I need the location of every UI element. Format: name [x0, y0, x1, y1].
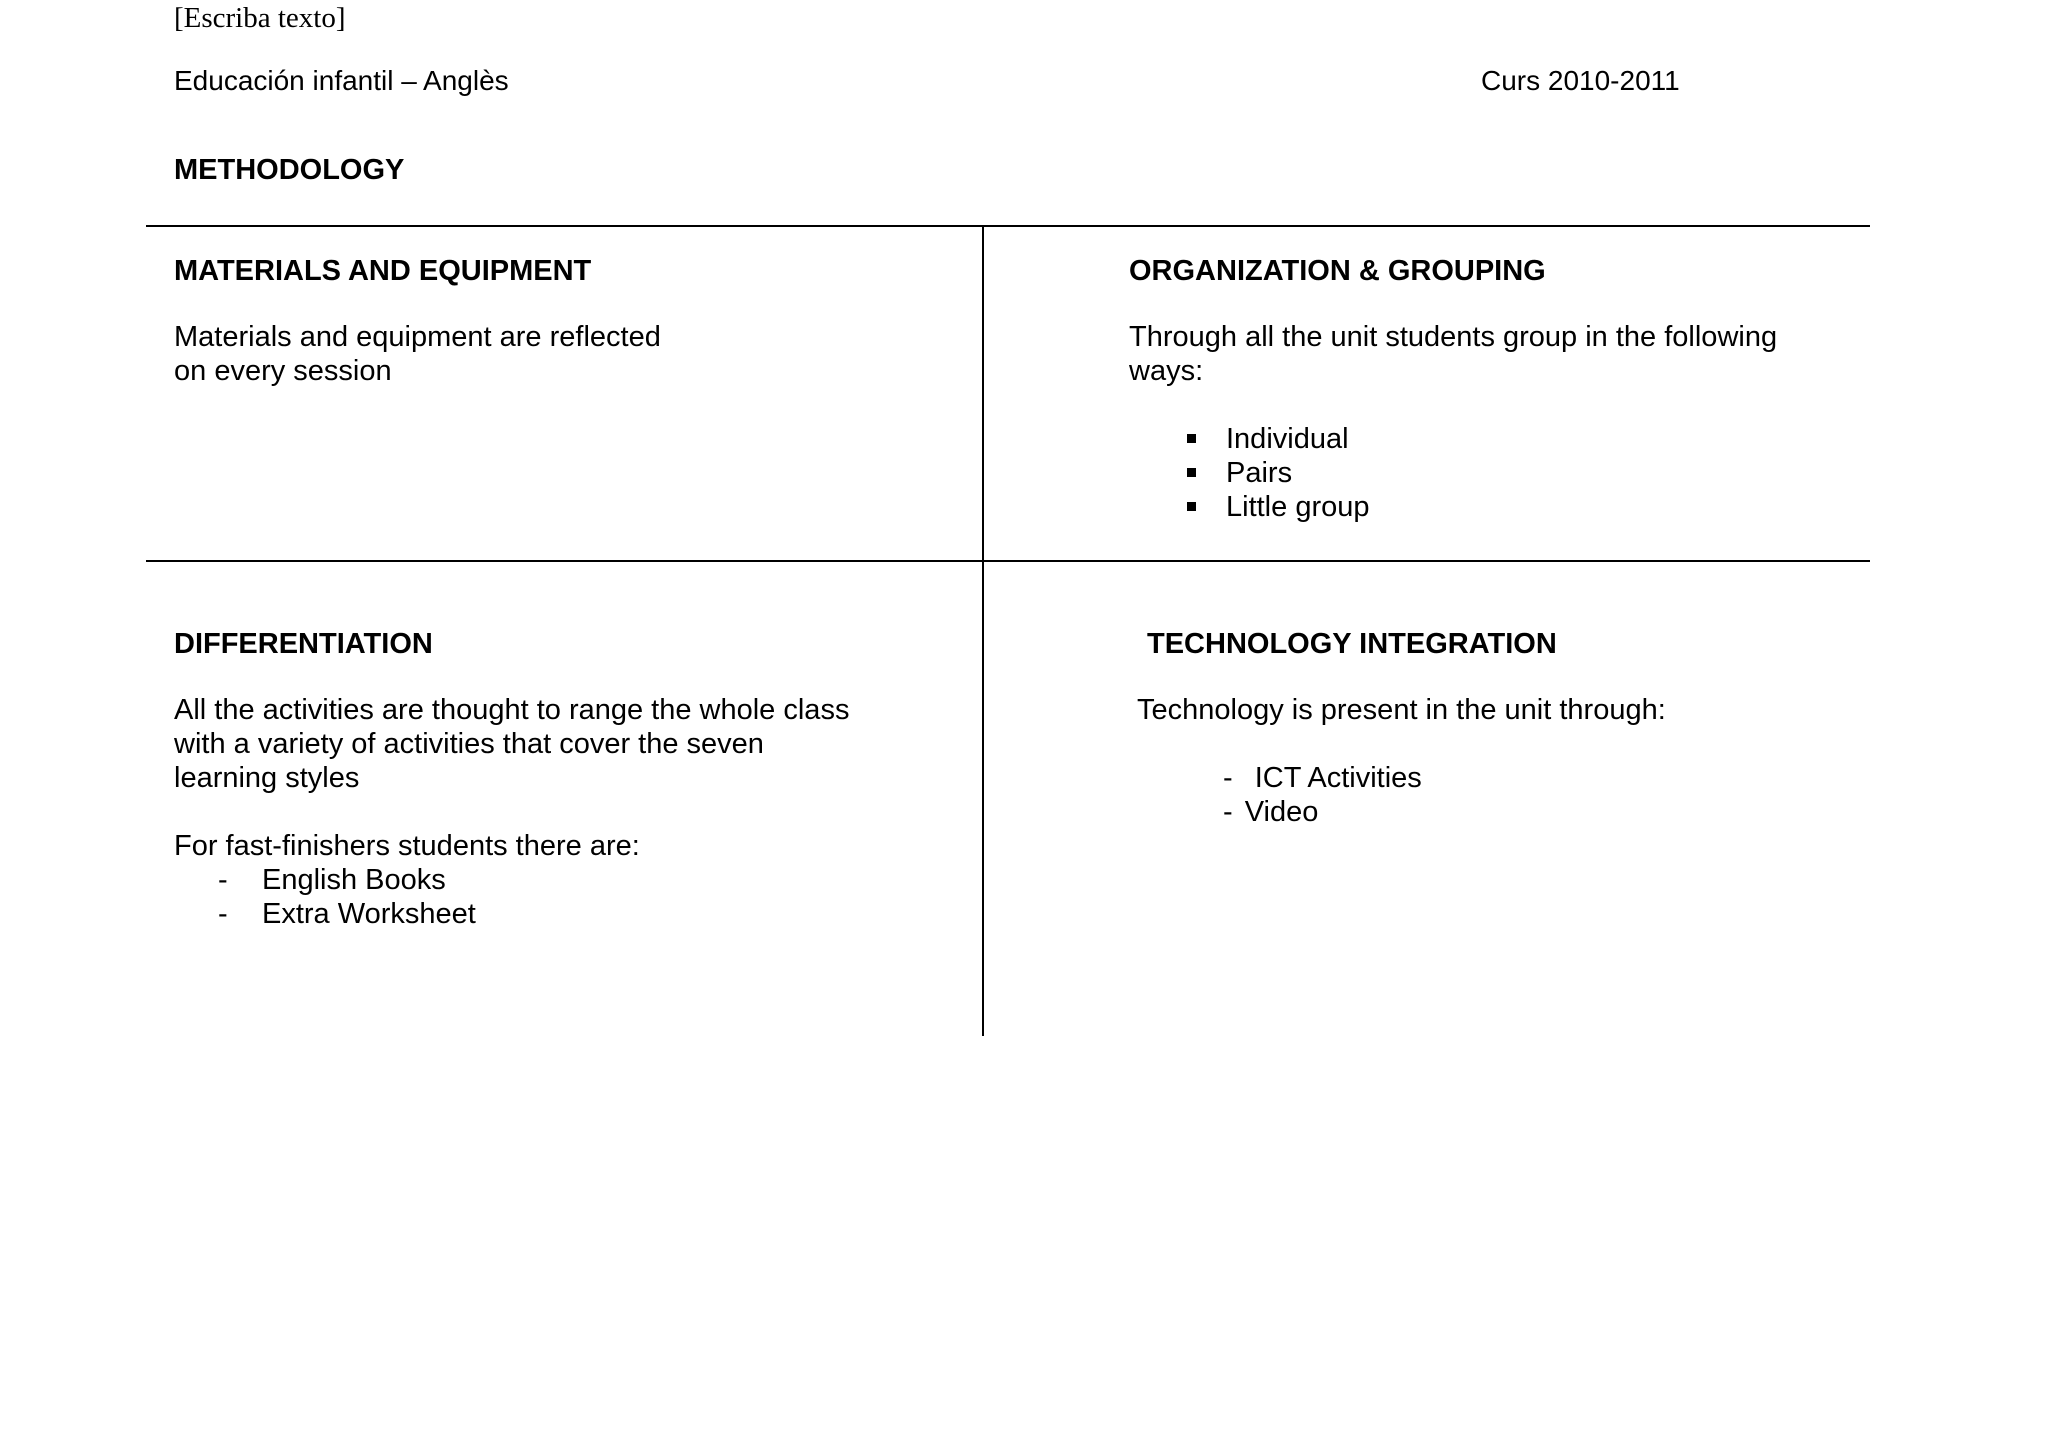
table-top-border: [146, 225, 1870, 227]
list-item: [174, 897, 934, 931]
fast-finishers-list: [174, 863, 934, 931]
materials-heading: MATERIALS AND EQUIPMENT: [174, 255, 592, 287]
header-school-year: Curs 2010-2011: [1481, 65, 1680, 96]
organization-text-line: ways:: [1129, 355, 1204, 387]
spacer: [1137, 727, 1857, 761]
organization-heading: ORGANIZATION & GROUPING: [1129, 255, 1546, 287]
differentiation-text-line: with a variety of activities that cover the seven: [174, 728, 764, 760]
materials-section: [174, 254, 934, 388]
list-item: [1129, 490, 1849, 524]
grouping-item-label: Individual: [1226, 423, 1349, 455]
fast-finisher-item-label: Extra Worksheet: [262, 898, 476, 930]
list-item: [1223, 761, 1857, 795]
table-center-divider: [982, 226, 984, 1036]
differentiation-text-line: All the activities are thought to range the whole class: [174, 694, 850, 726]
organization-section: [1129, 254, 1849, 524]
materials-text-line: on every session: [174, 355, 392, 387]
list-item: [1129, 422, 1849, 456]
page-title: METHODOLOGY: [174, 154, 405, 186]
fast-finisher-item-label: English Books: [262, 864, 446, 896]
dash-bullet: -: [1223, 796, 1233, 828]
square-bullet-icon: [1187, 434, 1196, 443]
square-bullet-icon: [1187, 502, 1196, 511]
materials-text-line: Materials and equipment are reflected: [174, 321, 661, 353]
grouping-item-label: Little group: [1226, 491, 1370, 523]
organization-text-line: Through all the unit students group in the following: [1129, 321, 1778, 353]
dash-bullet: -: [218, 898, 228, 930]
table-middle-border: [146, 560, 1870, 562]
technology-list: [1223, 761, 1857, 829]
header-placeholder-text: [Escriba texto]: [174, 2, 346, 34]
list-item: [1223, 795, 1857, 829]
differentiation-text-line: learning styles: [174, 762, 360, 794]
list-item: [1129, 456, 1849, 490]
square-bullet-icon: [1187, 468, 1196, 477]
technology-section: [1137, 627, 1857, 829]
grouping-item-label: Pairs: [1226, 457, 1293, 489]
technology-item-label: ICT Activities: [1254, 762, 1422, 794]
fast-finishers-intro: For fast-finishers students there are:: [174, 830, 640, 862]
differentiation-section: [174, 627, 934, 931]
technology-intro: Technology is present in the unit through:: [1137, 694, 1666, 726]
technology-item-label: Video: [1244, 796, 1319, 828]
grouping-list: [1129, 422, 1849, 524]
differentiation-heading: DIFFERENTIATION: [174, 628, 433, 660]
spacer: [174, 795, 934, 829]
dash-bullet: -: [218, 864, 228, 896]
list-item: [174, 863, 934, 897]
dash-bullet: -: [1223, 762, 1233, 794]
spacer: [1129, 388, 1849, 422]
header-course-name: Educación infantil – Anglès: [174, 65, 509, 96]
technology-heading: TECHNOLOGY INTEGRATION: [1147, 628, 1557, 660]
